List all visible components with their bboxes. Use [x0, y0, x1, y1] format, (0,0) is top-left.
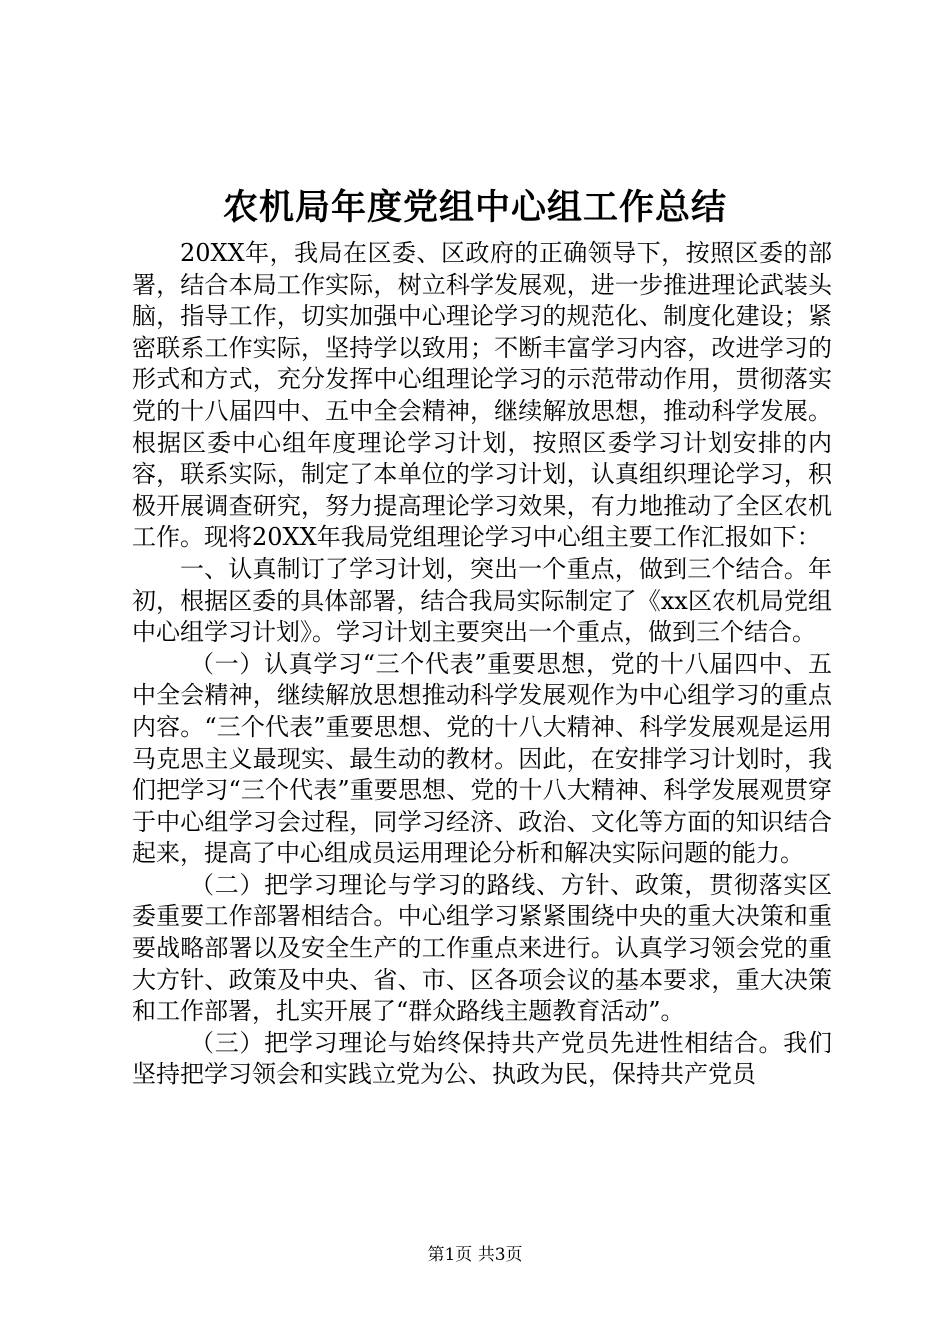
paragraph-subsection-2: （二）把学习理论与学习的路线、方针、政策，贯彻落实区委重要工作部署相结合。中心组学习紧紧围绕中央的重大决策和重要战略部署以及安全生产的工作重点来进行。认真学习领会党的重大方针、政策及中央、省、市、区各项会议的基本要求，重大决策和工作部署，扎实开展了“群众路线主题教育活动”。 — [132, 870, 832, 1026]
document-title: 农机局年度党组中心组工作总结 — [222, 187, 727, 228]
paragraph-subsection-3: （三）把学习理论与始终保持共产党员先进性相结合。我们坚持把学习领会和实践立党为公、执政为民，保持共产党员 — [132, 1028, 832, 1089]
paragraph-subsection-1: （一）认真学习“三个代表”重要思想，党的十八届四中、五中全会精神，继续解放思想推动科学发展观作为中心组学习的重点内容。“三个代表”重要思想、党的十八大精神、科学发展观是运用马克思主义最现实、最生动的教材。因此，在安排学习计划时，我们把学习“三个代表”重要思想、党的十八大精神、科学发展观贯穿于中心组学习会过程，同学习经济、政治、文化等方面的知识结合起来，提高了中心组成员运用理论分析和解决实际问题的能力。 — [132, 649, 832, 868]
document-body — [132, 238, 832, 1091]
paragraph-intro: 20XX年，我局在区委、区政府的正确领导下，按照区委的部署，结合本局工作实际，树立科学发展观，进一步推进理论武装头脑，指导工作，切实加强中心理论学习的规范化、制度化建设；紧密联系工作实际，坚持学以致用；不断丰富学习内容，改进学习的形式和方式，充分发挥中心组理论学习的示范带动作用，贯彻落实党的十八届四中、五中全会精神，继续解放思想，推动科学发展。根据区委中心组年度理论学习计划，按照区委学习计划安排的内容，联系实际，制定了本单位的学习计划，认真组织理论学习，积极开展调查研究，努力提高理论学习效果，有力地推动了全区农机工作。现将20XX年我局党组理论学习中心组主要工作汇报如下： — [132, 239, 832, 552]
paragraph-section-1: 一、认真制订了学习计划，突出一个重点，做到三个结合。年初，根据区委的具体部署，结合我局实际制定了《xx区农机局党组中心组学习计划》。学习计划主要突出一个重点，做到三个结合。 — [132, 554, 832, 647]
page-number-footer: 第1页 共3页 — [427, 1245, 523, 1265]
